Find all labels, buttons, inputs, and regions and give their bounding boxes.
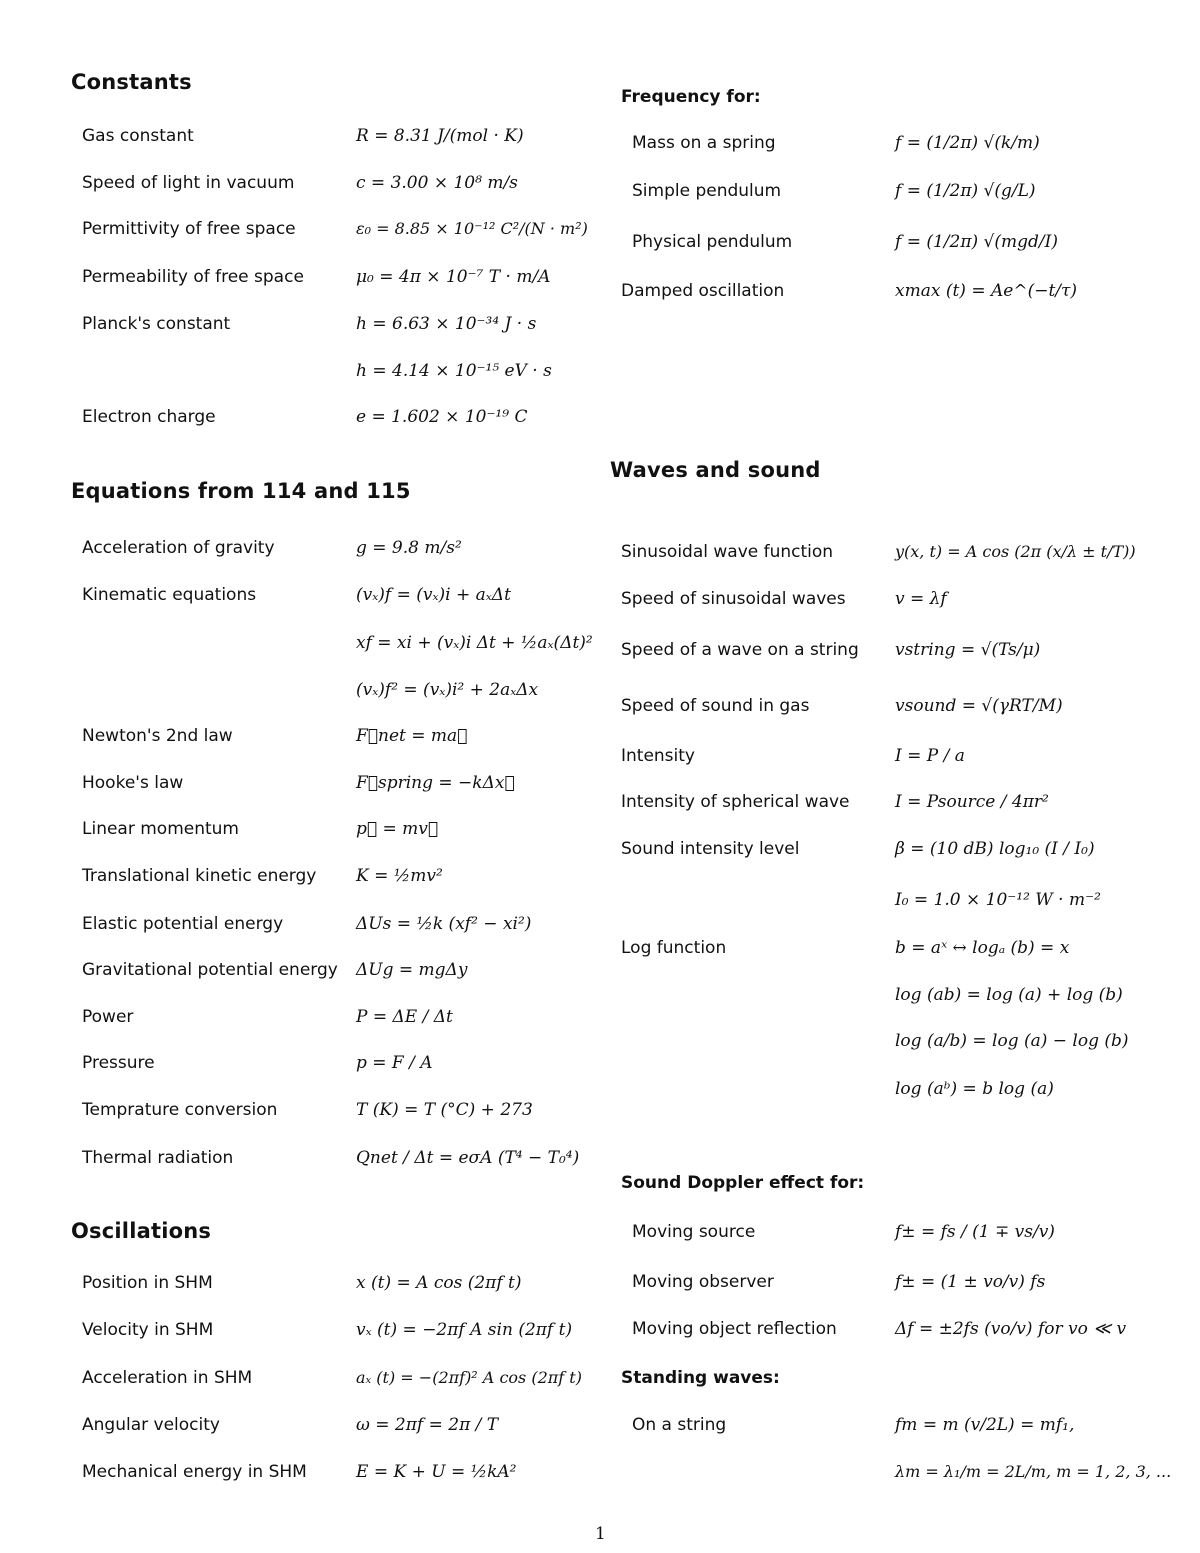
row-equation: f± = fs / (1 ∓ vs/v) — [895, 1222, 1055, 1242]
row-equation: x (t) = A cos (2πf t) — [356, 1273, 522, 1293]
row-equation: v = λf — [895, 589, 947, 609]
row-label: Permittivity of free space — [82, 219, 296, 239]
row-equation: K = ½mv² — [356, 866, 443, 886]
row-equation: e = 1.602 × 10⁻¹⁹ C — [356, 407, 528, 427]
row-label: Physical pendulum — [632, 232, 793, 252]
row-equation: xf = xi + (vₓ)i Δt + ½aₓ(Δt)² — [356, 633, 593, 653]
row-equation: h = 4.14 × 10⁻¹⁵ eV · s — [356, 361, 552, 381]
row-label: Mass on a spring — [632, 133, 776, 153]
row-equation: I₀ = 1.0 × 10⁻¹² W · m⁻² — [895, 890, 1101, 910]
row-equation: R = 8.31 J/(mol · K) — [356, 126, 524, 146]
row-equation: h = 6.63 × 10⁻³⁴ J · s — [356, 314, 537, 334]
row-label: Intensity — [621, 746, 695, 766]
row-equation: (vₓ)f² = (vₓ)i² + 2aₓΔx — [356, 680, 539, 700]
section-title-oscillations: Oscillations — [71, 1219, 212, 1243]
row-equation: ε₀ = 8.85 × 10⁻¹² C²/(N · m²) — [356, 219, 588, 238]
row-label: Log function — [621, 938, 727, 958]
section-title-equations: Equations from 114 and 115 — [71, 479, 411, 503]
row-equation: xmax (t) = Ae^(−t/τ) — [895, 281, 1078, 301]
row-label: Moving observer — [632, 1272, 774, 1292]
row-label: Gas constant — [82, 126, 194, 146]
row-equation: vstring = √(Ts/μ) — [895, 640, 1041, 660]
row-equation: T (K) = T (°C) + 273 — [356, 1100, 533, 1120]
row-equation: fm = m (v/2L) = mf₁, — [895, 1415, 1075, 1435]
row-label: Sound intensity level — [621, 839, 800, 859]
row-equation: c = 3.00 × 10⁸ m/s — [356, 173, 518, 193]
row-equation: ω = 2πf = 2π / T — [356, 1415, 499, 1435]
row-label: Speed of a wave on a string — [621, 640, 859, 660]
row-label: On a string — [632, 1415, 727, 1435]
row-label: Speed of sinusoidal waves — [621, 589, 846, 609]
row-equation: y(x, t) = A cos (2π (x/λ ± t/T)) — [895, 542, 1136, 561]
row-label: Simple pendulum — [632, 181, 782, 201]
section-title-standing: Standing waves: — [621, 1368, 780, 1388]
row-label: Velocity in SHM — [82, 1320, 214, 1340]
row-equation: vsound = √(γRT/M) — [895, 696, 1063, 716]
row-label: Thermal radiation — [82, 1148, 234, 1168]
row-label: Position in SHM — [82, 1273, 213, 1293]
section-title-constants: Constants — [71, 70, 192, 94]
row-equation: (vₓ)f = (vₓ)i + aₓΔt — [356, 585, 511, 605]
row-label: Pressure — [82, 1053, 155, 1073]
row-equation: p⃗ = mv⃗ — [356, 819, 439, 839]
row-label: Kinematic equations — [82, 585, 257, 605]
section-title-doppler: Sound Doppler effect for: — [621, 1173, 865, 1193]
row-label: Sinusoidal wave function — [621, 542, 834, 562]
section-title-frequency: Frequency for: — [621, 87, 761, 107]
row-equation: f = (1/2π) √(mgd/I) — [895, 232, 1058, 252]
row-equation: f = (1/2π) √(k/m) — [895, 133, 1040, 153]
row-equation: p = F / A — [356, 1053, 433, 1073]
row-equation: f = (1/2π) √(g/L) — [895, 181, 1036, 201]
row-equation: E = K + U = ½kA² — [356, 1462, 517, 1482]
row-label: Gravitational potential energy — [82, 960, 338, 980]
row-label: Hooke's law — [82, 773, 184, 793]
section-title-waves: Waves and sound — [610, 458, 821, 482]
row-label: Linear momentum — [82, 819, 239, 839]
row-label: Newton's 2nd law — [82, 726, 233, 746]
row-equation: log (aᵇ) = b log (a) — [895, 1079, 1054, 1099]
row-equation: log (ab) = log (a) + log (b) — [895, 985, 1123, 1005]
row-equation: I = Psource / 4πr² — [895, 792, 1049, 812]
row-equation: b = aˣ ↔ logₐ (b) = x — [895, 938, 1070, 958]
row-label: Temprature conversion — [82, 1100, 278, 1120]
row-label: Acceleration of gravity — [82, 538, 275, 558]
row-equation: log (a/b) = log (a) − log (b) — [895, 1031, 1129, 1051]
row-equation: λm = λ₁/m = 2L/m, m = 1, 2, 3, ... — [895, 1462, 1172, 1481]
row-label: Moving object reflection — [632, 1319, 837, 1339]
row-equation: ΔUg = mgΔy — [356, 960, 468, 980]
row-equation: μ₀ = 4π × 10⁻⁷ T · m/A — [356, 267, 551, 287]
row-label: Elastic potential energy — [82, 914, 284, 934]
row-equation: Δf = ±2fs (vo/v) for vo ≪ v — [895, 1319, 1127, 1339]
row-label: Speed of sound in gas — [621, 696, 810, 716]
row-equation: g = 9.8 m/s² — [356, 538, 462, 558]
row-label: Intensity of spherical wave — [621, 792, 850, 812]
row-label: Angular velocity — [82, 1415, 220, 1435]
row-equation: aₓ (t) = −(2πf)² A cos (2πf t) — [356, 1368, 582, 1387]
row-equation: I = P / a — [895, 746, 965, 766]
row-equation: β = (10 dB) log₁₀ (I / I₀) — [895, 839, 1095, 859]
row-equation: Qnet / Δt = eσA (T⁴ − T₀⁴) — [356, 1148, 580, 1168]
row-label: Damped oscillation — [621, 281, 785, 301]
row-label: Translational kinetic energy — [82, 866, 317, 886]
row-label: Electron charge — [82, 407, 216, 427]
row-equation: F⃗spring = −kΔx⃗ — [356, 773, 515, 793]
row-equation: f± = (1 ± vo/v) fs — [895, 1272, 1046, 1292]
row-equation: ΔUs = ½k (xf² − xi²) — [356, 914, 532, 934]
page-number: 1 — [595, 1524, 606, 1544]
row-label: Power — [82, 1007, 134, 1027]
row-equation: P = ΔE / Δt — [356, 1007, 453, 1027]
row-label: Permeability of free space — [82, 267, 304, 287]
row-label: Moving source — [632, 1222, 756, 1242]
row-label: Planck's constant — [82, 314, 231, 334]
row-label: Speed of light in vacuum — [82, 173, 295, 193]
row-label: Acceleration in SHM — [82, 1368, 253, 1388]
row-equation: F⃗net = ma⃗ — [356, 726, 468, 746]
row-equation: vₓ (t) = −2πf A sin (2πf t) — [356, 1320, 573, 1340]
row-label: Mechanical energy in SHM — [82, 1462, 307, 1482]
